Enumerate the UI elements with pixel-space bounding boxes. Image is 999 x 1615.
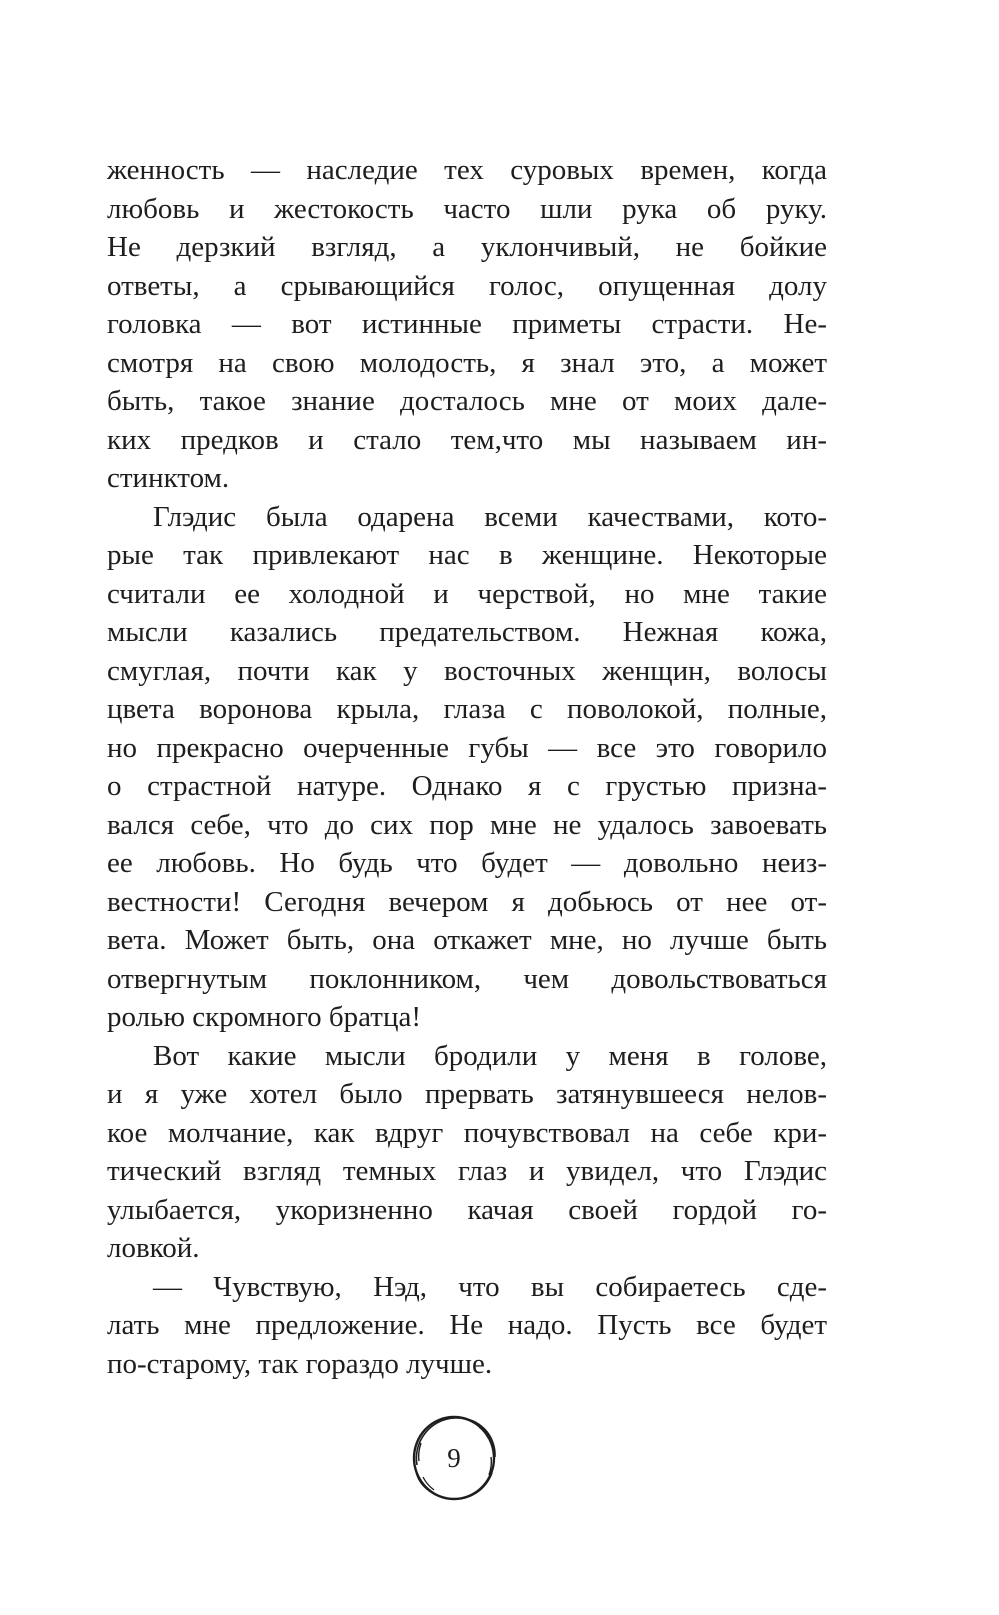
text-line: тический взгляд темных глаз и увидел, что Глэдис (107, 1155, 827, 1187)
text-line: кое молчание, как вдруг почувствовал на себе кри- (107, 1116, 827, 1149)
text-line: вался себе, что до сих пор мне не удалось завоевать (107, 808, 827, 841)
text-line: — Чувствую, Нэд, что вы собираетесь сде- (153, 1270, 827, 1303)
text-line: вета. Может быть, она откажет мне, но лучше быть (107, 924, 827, 956)
text-line: любовь и жестокость часто шли рука об руку. (107, 192, 827, 225)
text-line: ловкой. (107, 1232, 200, 1264)
page-text (107, 151, 827, 1383)
text-line: улыбается, укоризненно качая своей гордой го- (107, 1193, 827, 1226)
text-line: стинктом. (107, 462, 230, 494)
text-line: отвергнутым поклонником, чем довольствоваться (107, 962, 827, 995)
text-line: и я уже хотел было прервать затянувшееся нелов- (107, 1078, 827, 1110)
text-line: вестности! Сегодня вечером я добьюсь от нее от- (107, 885, 827, 918)
text-line: цвета воронова крыла, глаза с поволокой, полные, (107, 693, 827, 725)
text-line: но прекрасно очерченные губы — все это говорило (107, 731, 827, 764)
text-line: быть, такое знание досталось мне от моих дале- (107, 385, 827, 417)
page-number: 9 (447, 1443, 461, 1473)
text-line: рые так привлекают нас в женщине. Некоторые (107, 539, 827, 571)
text-line: считали ее холодной и черствой, но мне такие (107, 577, 827, 610)
text-line: ее любовь. Но будь что будет — довольно неиз- (107, 847, 827, 879)
text-line: Глэдис была одарена всеми качествами, кото- (153, 500, 827, 533)
text-line: лать мне предложение. Не надо. Пусть все будет (107, 1309, 827, 1341)
page-number-badge (409, 1413, 499, 1503)
text-line: ответы, а срывающийся голос, опущенная долу (107, 269, 827, 302)
text-line: головка — вот истинные приметы страсти. Не- (107, 308, 827, 340)
text-line: смотря на свою молодость, я знал это, а может (107, 346, 827, 379)
text-line: Вот какие мысли бродили у меня в голове, (153, 1039, 827, 1072)
text-line: по-старому, так гораздо лучше. (107, 1347, 493, 1380)
text-line: ролью скромного братца! (107, 1001, 422, 1033)
text-line: ких предков и стало тем,что мы называем ин- (107, 423, 827, 456)
text-line: мысли казались предательством. Нежная кожа, (107, 616, 827, 648)
text-line: о страстной натуре. Однако я с грустью призна- (107, 770, 827, 802)
text-line: женность — наследие тех суровых времен, когда (107, 154, 827, 186)
text-line: Не дерзкий взгляд, а уклончивый, не бойкие (107, 231, 827, 263)
text-line: смуглая, почти как у восточных женщин, волосы (107, 654, 827, 687)
